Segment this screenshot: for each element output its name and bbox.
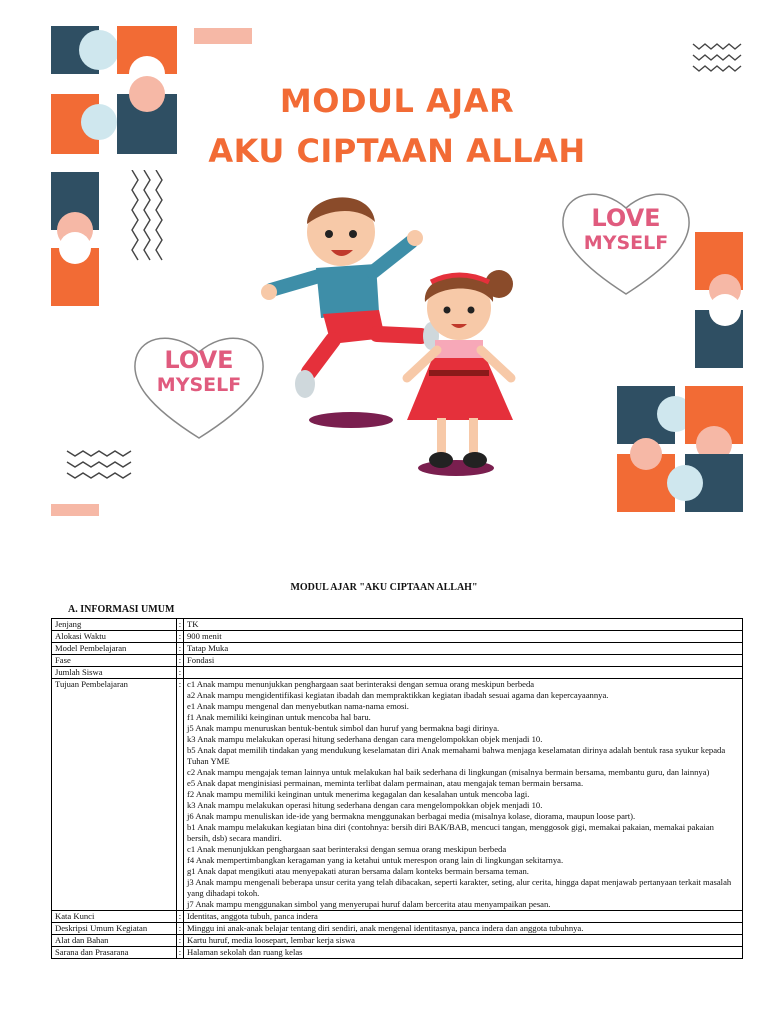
row-value: Kartu huruf, media loosepart, lembar kerja siswa xyxy=(184,935,743,947)
learning-goal: e1 Anak mampu mengenal dan menyebutkan nama-nama emosi. xyxy=(187,701,409,711)
row-label: Model Pembelajaran xyxy=(52,643,177,655)
cover-illustration xyxy=(51,22,743,518)
learning-goal: f2 Anak mampu memiliki keinginan untuk menerima kegagalan dan kesalahan untuk mencoba lagi. xyxy=(187,789,530,799)
pink-bar-top xyxy=(194,28,252,44)
table-row xyxy=(52,655,743,667)
sticker-text-right-line2: MYSELF xyxy=(583,232,669,254)
learning-goal: c1 Anak mampu menunjukkan penghargaan saat berinteraksi dengan semua orang meskipun berbeda xyxy=(187,679,535,689)
row-value xyxy=(184,667,743,679)
general-info-table xyxy=(51,618,743,959)
row-value: Fondasi xyxy=(184,655,743,667)
row-value: Tatap Muka xyxy=(184,643,743,655)
row-label: Kata Kunci xyxy=(52,911,177,923)
separator: : xyxy=(177,911,184,923)
row-label: Alokasi Waktu xyxy=(52,631,177,643)
row-label: Sarana dan Prasarana xyxy=(52,947,177,959)
row-value: TK xyxy=(184,619,743,631)
table-row xyxy=(52,935,743,947)
learning-goal: b1 Anak mampu melakukan kegiatan bina diri (contohnya: bersih diri BAK/BAB, mencuci tangan, menggosok gigi, memakai pakaian, memakai pakaian bersih, dsb) secara mandiri. xyxy=(187,822,714,843)
learning-goal: e5 Anak dapat menginisiasi permainan, meminta terlibat dalam permainan, atau mengajak teman bermain bersama. xyxy=(187,778,584,788)
table-row xyxy=(52,947,743,959)
learning-goal: j7 Anak mampu menggunakan simbol yang menyerupai huruf dalam bercerita atau menyampaikan pesan. xyxy=(187,899,551,909)
learning-goal: j5 Anak mampu menuruskan bentuk-bentuk simbol dan huruf yang bermakna bagi dirinya. xyxy=(187,723,500,733)
row-label: Jumlah Siswa xyxy=(52,667,177,679)
separator: : xyxy=(177,679,184,911)
learning-goal: j3 Anak mampu mengenali beberapa unsur cerita yang telah dibacakan, seperti karakter, seting, alur cerita, hingga dapat menjawab pertanyaan terkait masalah yang dihadapi tokoh. xyxy=(187,877,732,898)
learning-goal: j6 Anak mampu menuliskan ide-ide yang bermakna menggunakan berbagai media (misalnya kolase, diorama, maupun loose part). xyxy=(187,811,636,821)
sticker-text-left-line1: LOVE xyxy=(164,346,234,374)
learning-goal: k3 Anak mampu melakukan operasi hitung sederhana dengan cara mengelompokkan objek menjadi 10. xyxy=(187,800,543,810)
sticker-text-right-line1: LOVE xyxy=(591,204,661,232)
learning-goal: c2 Anak mampu mengajak teman lainnya untuk melakukan hal baik sederhana di lingkungan (misalnya bermain bersama, membantu guru, dan lainnya) xyxy=(187,767,710,777)
separator: : xyxy=(177,935,184,947)
document-title: MODUL AJAR "AKU CIPTAAN ALLAH" xyxy=(290,582,478,593)
row-value: 900 menit xyxy=(184,631,743,643)
separator: : xyxy=(177,923,184,935)
zigzag-decoration-bottom-left xyxy=(65,447,137,483)
separator: : xyxy=(177,619,184,631)
row-label: Tujuan Pembelajaran xyxy=(52,679,177,911)
learning-goal: f4 Anak mempertimbangkan keragaman yang ia ketahui untuk merespon orang lain di lingkungan sekitarnya. xyxy=(187,855,564,865)
table-row xyxy=(52,923,743,935)
learning-goals-list xyxy=(184,679,743,911)
cover-title-line2: AKU CIPTAAN ALLAH xyxy=(208,132,586,170)
zigzag-decoration-top-right xyxy=(691,40,743,76)
learning-goal: b5 Anak dapat memilih tindakan yang mendukung keselamatan diri Anak memahami bahwa menjaga keselamatan dirinya adalah bentuk rasa syukur kepada Tuhan YME xyxy=(187,745,726,766)
table-row-learning-goals xyxy=(52,679,743,911)
table-row xyxy=(52,643,743,655)
geometric-decoration-right xyxy=(695,232,743,372)
table-row xyxy=(52,667,743,679)
geometric-decoration-left xyxy=(51,172,101,312)
cover-title-line1: MODUL AJAR xyxy=(279,82,515,120)
row-value: Halaman sekolah dan ruang kelas xyxy=(184,947,743,959)
children-jumping-illustration xyxy=(261,172,551,492)
row-label: Alat dan Bahan xyxy=(52,935,177,947)
separator: : xyxy=(177,667,184,679)
row-value: Minggu ini anak-anak belajar tentang diri sendiri, anak mengenal identitasnya, panca indera dan anggota tubuhnya. xyxy=(184,923,743,935)
geometric-decoration-bottom-right xyxy=(617,384,743,516)
zigzag-decoration-vertical xyxy=(126,170,166,270)
separator: : xyxy=(177,947,184,959)
table-row xyxy=(52,631,743,643)
learning-goal: c1 Anak menunjukkan penghargaan saat berinteraksi dengan semua orang meskipun berbeda xyxy=(187,844,507,854)
learning-goal: f1 Anak memiliki keinginan untuk mencoba hal baru. xyxy=(187,712,371,722)
learning-goal: k3 Anak mampu melakukan operasi hitung sederhana dengan cara mengelompokkan objek menjadi 10. xyxy=(187,734,543,744)
learning-goal: g1 Anak dapat mengikuti atau menyepakati aturan bersama dalam konteks bermain bersama teman. xyxy=(187,866,529,876)
learning-goal: a2 Anak mampu mengidentifikasi kegiatan ibadah dan mempraktikkan kegiatan ibadah sesuai agama dan kepercayaannya. xyxy=(187,690,609,700)
separator: : xyxy=(177,631,184,643)
row-label: Deskripsi Umum Kegiatan xyxy=(52,923,177,935)
table-row xyxy=(52,911,743,923)
separator: : xyxy=(177,643,184,655)
section-heading-general-info: A. INFORMASI UMUM xyxy=(68,604,175,615)
sticker-text-left-line2: MYSELF xyxy=(156,374,242,396)
table-row xyxy=(52,619,743,631)
pink-bar-bottom xyxy=(51,504,99,516)
row-label: Fase xyxy=(52,655,177,667)
row-value: Identitas, anggota tubuh, panca indera xyxy=(184,911,743,923)
separator: : xyxy=(177,655,184,667)
row-label: Jenjang xyxy=(52,619,177,631)
